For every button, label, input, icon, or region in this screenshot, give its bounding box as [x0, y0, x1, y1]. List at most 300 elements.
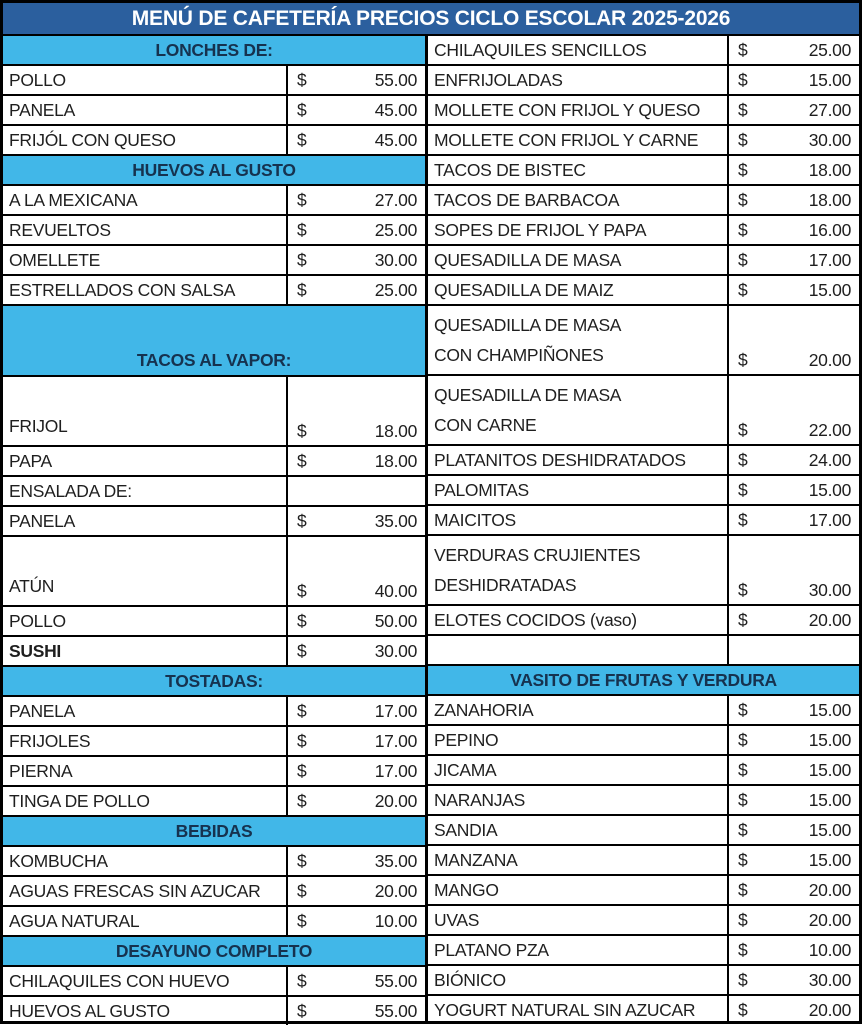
- item-price-cell: [287, 636, 425, 666]
- item-name-cell: [3, 786, 287, 816]
- price-value: 15.00: [808, 849, 852, 870]
- price-value: 27.00: [808, 99, 852, 120]
- item-name-cell: [3, 506, 287, 536]
- item-price-cell: [728, 215, 859, 245]
- section-header-row: [3, 155, 425, 185]
- item-price-cell: [287, 606, 425, 636]
- currency-symbol: $: [297, 189, 307, 210]
- item-name-cell: [428, 95, 728, 125]
- price-wrap: [729, 760, 859, 780]
- currency-symbol: $: [297, 69, 307, 90]
- item-name-cell: [428, 275, 728, 305]
- item-name-cell: [428, 185, 728, 215]
- menu-item-row: [428, 725, 859, 755]
- item-name-cell: [428, 65, 728, 95]
- currency-symbol: $: [297, 129, 307, 150]
- menu-item-row: [428, 965, 859, 995]
- item-label: TACOS DE BARBACOA: [434, 189, 620, 210]
- item-name-cell: [428, 935, 728, 965]
- price-value: 16.00: [808, 219, 852, 240]
- price-value: 22.00: [808, 419, 852, 440]
- currency-symbol: $: [738, 759, 748, 780]
- currency-symbol: $: [738, 159, 748, 180]
- menu-item-row: [428, 245, 859, 275]
- item-price-cell: [287, 215, 425, 245]
- currency-symbol: $: [738, 909, 748, 930]
- price-wrap: [288, 911, 425, 931]
- menu-item-row: [428, 375, 859, 445]
- price-value: 20.00: [808, 609, 852, 630]
- price-value: 15.00: [808, 789, 852, 810]
- item-name-cell: [3, 446, 287, 476]
- currency-symbol: $: [738, 789, 748, 810]
- item-name-cell: [428, 815, 728, 845]
- item-price-cell: [287, 275, 425, 305]
- currency-symbol: $: [297, 790, 307, 811]
- menu-item-row: [428, 605, 859, 635]
- menu-item-row: [428, 275, 859, 305]
- price-wrap: [288, 250, 425, 270]
- price-value: 30.00: [374, 640, 418, 661]
- item-name-cell: [3, 536, 287, 606]
- item-name-cell: [428, 505, 728, 535]
- price-wrap: [288, 451, 425, 471]
- item-price-cell: [728, 375, 859, 445]
- price-value: 45.00: [374, 99, 418, 120]
- menu-item-row: [428, 755, 859, 785]
- price-value: 35.00: [374, 850, 418, 871]
- item-label: QUESADILLA DE MASA: [434, 249, 622, 270]
- menu-item-row: [428, 875, 859, 905]
- item-label: AGUAS FRESCAS SIN AZUCAR: [9, 880, 261, 901]
- section-header-cell: HUEVOS AL GUSTO: [3, 155, 425, 185]
- menu-item-row: [428, 935, 859, 965]
- price-wrap: [729, 350, 859, 374]
- item-label: A LA MEXICANA: [9, 189, 138, 210]
- item-price-cell: [287, 786, 425, 816]
- section-header-cell: LONCHES DE:: [3, 36, 425, 65]
- item-label: PEPINO: [434, 729, 499, 750]
- section-header-row: [428, 665, 859, 695]
- item-label: MANGO: [434, 879, 499, 900]
- menu-item-row: [3, 185, 425, 215]
- menu-item-row: [428, 95, 859, 125]
- currency-symbol: $: [738, 69, 748, 90]
- menu-item-row: [428, 475, 859, 505]
- price-value: 15.00: [808, 69, 852, 90]
- price-value: 55.00: [374, 1000, 418, 1021]
- section-header-row: [3, 305, 425, 376]
- item-name-cell: [428, 635, 728, 665]
- price-wrap: [729, 280, 859, 300]
- item-name-cell: [3, 476, 287, 506]
- item-price-cell: [728, 445, 859, 475]
- price-value: 17.00: [374, 760, 418, 781]
- price-wrap: [729, 610, 859, 630]
- price-wrap: [729, 700, 859, 720]
- price-value: 50.00: [374, 610, 418, 631]
- price-wrap: [288, 220, 425, 240]
- menu-item-row: [428, 905, 859, 935]
- item-price-cell: [728, 505, 859, 535]
- menu-item-row: [3, 476, 425, 506]
- price-value: 45.00: [374, 129, 418, 150]
- currency-symbol: $: [297, 850, 307, 871]
- item-name-cell: [428, 36, 728, 65]
- item-price-cell: [728, 305, 859, 375]
- menu-columns: [3, 36, 859, 1021]
- item-label: YOGURT NATURAL SIN AZUCAR: [434, 999, 696, 1020]
- item-label: KOMBUCHA: [9, 850, 108, 871]
- currency-symbol: $: [297, 1000, 307, 1021]
- price-wrap: [288, 70, 425, 90]
- menu-item-row: [3, 906, 425, 936]
- price-value: 20.00: [808, 879, 852, 900]
- item-price-cell: [728, 965, 859, 995]
- item-name-cell: [3, 606, 287, 636]
- price-wrap: [288, 421, 425, 445]
- price-wrap: [288, 851, 425, 871]
- item-label: QUESADILLA DE MASA: [434, 385, 622, 405]
- item-name-cell: [3, 996, 287, 1025]
- currency-symbol: $: [738, 849, 748, 870]
- price-value: 17.00: [808, 249, 852, 270]
- price-value: 18.00: [374, 450, 418, 471]
- price-value: 15.00: [808, 699, 852, 720]
- item-label: ZANAHORIA: [434, 699, 534, 720]
- price-wrap: [729, 160, 859, 180]
- menu-item-row: [428, 185, 859, 215]
- currency-symbol: $: [738, 99, 748, 120]
- menu-item-row: [428, 845, 859, 875]
- currency-symbol: $: [738, 249, 748, 270]
- price-value: 20.00: [808, 349, 852, 370]
- page-title: MENÚ DE CAFETERÍA PRECIOS CICLO ESCOLAR 2025-2026: [3, 3, 859, 36]
- currency-symbol: $: [738, 999, 748, 1020]
- item-label: SANDIA: [434, 819, 498, 840]
- currency-symbol: $: [297, 219, 307, 240]
- empty-row: [428, 635, 859, 665]
- price-value: 24.00: [808, 449, 852, 470]
- menu-item-row: [3, 95, 425, 125]
- price-wrap: [729, 850, 859, 870]
- item-price-cell: [287, 376, 425, 446]
- item-label: PANELA: [9, 510, 75, 531]
- item-name-cell: [428, 535, 728, 605]
- item-label: CHILAQUILES SENCILLOS: [434, 39, 647, 60]
- menu-item-row: [3, 506, 425, 536]
- item-label: PIERNA: [9, 760, 73, 781]
- price-value: 15.00: [808, 479, 852, 500]
- item-price-cell: [287, 696, 425, 726]
- section-header-row: [3, 816, 425, 846]
- section-header-cell: BEBIDAS: [3, 816, 425, 846]
- price-wrap: [729, 190, 859, 210]
- item-price-cell: [287, 95, 425, 125]
- currency-symbol: $: [297, 880, 307, 901]
- section-header-cell: DESAYUNO COMPLETO: [3, 936, 425, 966]
- menu-item-row: [428, 155, 859, 185]
- item-label: OMELLETE: [9, 249, 100, 270]
- menu-item-row: [3, 536, 425, 606]
- price-wrap: [729, 820, 859, 840]
- menu-item-row: [428, 65, 859, 95]
- item-label: TACOS DE BISTEC: [434, 159, 586, 180]
- currency-symbol: $: [297, 700, 307, 721]
- currency-symbol: $: [738, 879, 748, 900]
- price-wrap: [288, 971, 425, 991]
- price-wrap: [729, 510, 859, 530]
- price-wrap: [729, 450, 859, 470]
- item-label: ENFRIJOLADAS: [434, 69, 563, 90]
- item-label: MOLLETE CON FRIJOL Y QUESO: [434, 99, 701, 120]
- item-name-cell: [3, 95, 287, 125]
- currency-symbol: $: [738, 189, 748, 210]
- currency-symbol: $: [297, 610, 307, 631]
- item-price-cell: [728, 695, 859, 725]
- item-price-cell: [287, 185, 425, 215]
- section-header-row: [3, 666, 425, 696]
- menu-item-row: [3, 125, 425, 155]
- item-label-line2: CON CARNE: [434, 415, 537, 435]
- price-value: 25.00: [374, 279, 418, 300]
- menu-item-row: [3, 726, 425, 756]
- item-name-cell: [428, 605, 728, 635]
- currency-symbol: $: [297, 420, 307, 441]
- item-name-cell: [428, 755, 728, 785]
- price-value: 25.00: [808, 39, 852, 60]
- item-price-cell: [287, 536, 425, 606]
- section-header-cell: TACOS AL VAPOR:: [3, 305, 425, 376]
- menu-item-row: [3, 446, 425, 476]
- item-name-cell: [3, 696, 287, 726]
- item-price-cell: [728, 65, 859, 95]
- item-name-cell: [3, 215, 287, 245]
- currency-symbol: $: [738, 509, 748, 530]
- item-price-cell: [287, 245, 425, 275]
- price-wrap: [729, 910, 859, 930]
- menu-right-column: [428, 36, 859, 1024]
- menu-item-row: [428, 445, 859, 475]
- menu-item-row: [3, 245, 425, 275]
- price-value: 30.00: [374, 249, 418, 270]
- price-wrap: [288, 731, 425, 751]
- price-wrap: [288, 100, 425, 120]
- item-label: POLLO: [9, 69, 66, 90]
- price-wrap: [288, 1001, 425, 1021]
- item-name-cell: [428, 905, 728, 935]
- price-value: 17.00: [374, 700, 418, 721]
- menu-item-row: [428, 215, 859, 245]
- menu-item-row: [3, 636, 425, 666]
- item-label: NARANJAS: [434, 789, 525, 810]
- item-label: PLATANITOS DESHIDRATADOS: [434, 449, 686, 470]
- item-name-cell: [3, 245, 287, 275]
- price-value: 20.00: [808, 999, 852, 1020]
- item-label: FRIJOL: [9, 416, 68, 436]
- item-label: MAICITOS: [434, 509, 516, 530]
- item-name-cell: [3, 876, 287, 906]
- item-price-cell: [728, 185, 859, 215]
- price-wrap: [288, 791, 425, 811]
- price-wrap: [288, 280, 425, 300]
- currency-symbol: $: [738, 219, 748, 240]
- item-price-cell: [287, 506, 425, 536]
- price-value: 15.00: [808, 279, 852, 300]
- price-wrap: [729, 940, 859, 960]
- item-name-cell: [3, 846, 287, 876]
- currency-symbol: $: [738, 449, 748, 470]
- item-name-cell: [428, 695, 728, 725]
- price-value: 18.00: [808, 189, 852, 210]
- item-name-cell: [3, 756, 287, 786]
- item-price-cell: [728, 125, 859, 155]
- item-price-cell: [728, 605, 859, 635]
- item-label: FRIJOLES: [9, 730, 91, 751]
- price-value: 40.00: [374, 580, 418, 601]
- currency-symbol: $: [738, 129, 748, 150]
- price-wrap: [729, 580, 859, 604]
- currency-symbol: $: [738, 579, 748, 600]
- menu-item-row: [3, 876, 425, 906]
- currency-symbol: $: [297, 279, 307, 300]
- price-value: 27.00: [374, 189, 418, 210]
- item-name-cell: [428, 995, 728, 1024]
- price-wrap: [288, 190, 425, 210]
- menu-item-row: [3, 275, 425, 305]
- price-wrap: [729, 880, 859, 900]
- item-name-cell: [428, 375, 728, 445]
- item-name-cell: [3, 966, 287, 996]
- price-value: 55.00: [374, 69, 418, 90]
- item-price-cell: [728, 995, 859, 1024]
- price-value: 55.00: [374, 970, 418, 991]
- item-name-cell: [3, 275, 287, 305]
- menu-item-row: [3, 215, 425, 245]
- item-price-cell: [728, 905, 859, 935]
- price-value: 30.00: [808, 129, 852, 150]
- item-price-cell: [287, 125, 425, 155]
- item-label: TINGA DE POLLO: [9, 790, 150, 811]
- price-wrap: [729, 70, 859, 90]
- item-label: CHILAQUILES CON HUEVO: [9, 970, 230, 991]
- price-value: 17.00: [374, 730, 418, 751]
- item-price-cell: [728, 755, 859, 785]
- menu-item-row: [428, 305, 859, 375]
- price-wrap: [288, 611, 425, 631]
- price-wrap: [288, 641, 425, 661]
- price-wrap: [729, 730, 859, 750]
- price-wrap: [288, 130, 425, 150]
- menu-item-row: [3, 786, 425, 816]
- item-name-cell: [428, 215, 728, 245]
- currency-symbol: $: [297, 640, 307, 661]
- price-wrap: [729, 790, 859, 810]
- menu-item-row: [428, 535, 859, 605]
- item-price-cell: [287, 756, 425, 786]
- price-wrap: [729, 130, 859, 150]
- item-price-cell: [728, 635, 859, 665]
- item-name-cell: [428, 155, 728, 185]
- price-value: 15.00: [808, 759, 852, 780]
- price-value: 20.00: [374, 790, 418, 811]
- item-label: VERDURAS CRUJIENTES: [434, 545, 641, 565]
- price-wrap: [729, 1000, 859, 1020]
- menu-item-row: [3, 696, 425, 726]
- item-label: UVAS: [434, 909, 480, 930]
- item-label: SOPES DE FRIJOL Y PAPA: [434, 219, 647, 240]
- item-price-cell: [287, 876, 425, 906]
- menu-item-row: [428, 785, 859, 815]
- currency-symbol: $: [738, 39, 748, 60]
- item-label: HUEVOS AL GUSTO: [9, 1000, 170, 1021]
- item-label: PANELA: [9, 99, 75, 120]
- currency-symbol: $: [738, 699, 748, 720]
- currency-symbol: $: [738, 609, 748, 630]
- item-label: ESTRELLADOS CON SALSA: [9, 279, 236, 300]
- section-header-row: [3, 36, 425, 65]
- item-label: MOLLETE CON FRIJOL Y CARNE: [434, 129, 699, 150]
- price-value: 10.00: [808, 939, 852, 960]
- price-wrap: [729, 420, 859, 444]
- currency-symbol: $: [738, 349, 748, 370]
- price-value: 35.00: [374, 510, 418, 531]
- item-price-cell: [287, 966, 425, 996]
- menu-item-row: [3, 966, 425, 996]
- price-value: 15.00: [808, 729, 852, 750]
- menu-item-row: [428, 505, 859, 535]
- item-price-cell: [287, 846, 425, 876]
- section-header-cell: VASITO DE FRUTAS Y VERDURA: [428, 665, 859, 695]
- item-price-cell: [728, 815, 859, 845]
- price-value: 17.00: [808, 509, 852, 530]
- item-price-cell: [287, 726, 425, 756]
- currency-symbol: $: [297, 580, 307, 601]
- price-wrap: [729, 40, 859, 60]
- item-name-cell: [428, 785, 728, 815]
- item-price-cell: [728, 875, 859, 905]
- currency-symbol: $: [738, 729, 748, 750]
- item-label-line2: DESHIDRATADAS: [434, 575, 577, 595]
- item-name-cell: [3, 906, 287, 936]
- currency-symbol: $: [297, 760, 307, 781]
- item-name-cell: [428, 125, 728, 155]
- item-price-cell: [728, 725, 859, 755]
- currency-symbol: $: [297, 510, 307, 531]
- menu-item-row: [3, 65, 425, 95]
- price-wrap: [729, 100, 859, 120]
- price-value: 18.00: [808, 159, 852, 180]
- section-header-cell: TOSTADAS:: [3, 666, 425, 696]
- menu-left-column: [3, 36, 425, 1025]
- item-label: QUESADILLA DE MAIZ: [434, 279, 614, 300]
- currency-symbol: $: [738, 279, 748, 300]
- menu-item-row: [3, 606, 425, 636]
- item-label: QUESADILLA DE MASA: [434, 315, 622, 335]
- price-value: 30.00: [808, 969, 852, 990]
- item-price-cell: [287, 446, 425, 476]
- item-label: ATÚN: [9, 576, 55, 596]
- currency-symbol: $: [738, 479, 748, 500]
- item-price-cell: [728, 845, 859, 875]
- currency-symbol: $: [297, 910, 307, 931]
- menu-item-row: [3, 996, 425, 1025]
- item-price-cell: [728, 155, 859, 185]
- item-label: PALOMITAS: [434, 479, 529, 500]
- currency-symbol: $: [297, 730, 307, 751]
- item-name-cell: [3, 376, 287, 446]
- item-label: ELOTES COCIDOS (vaso): [434, 609, 637, 630]
